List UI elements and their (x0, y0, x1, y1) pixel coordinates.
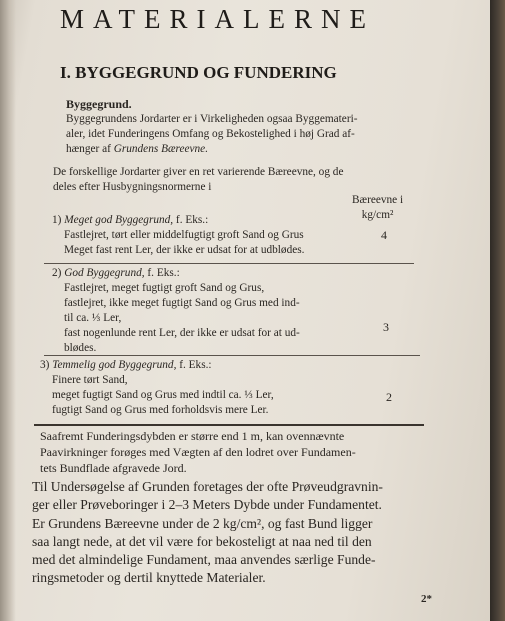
section-heading: I. BYGGEGRUND OG FUNDERING (60, 63, 337, 82)
page-title: MATERIALERNE (60, 4, 375, 34)
note-line: tets Bundflade afgravede Jord. (40, 461, 187, 475)
category-3-rating: 2 (386, 390, 392, 404)
category-line: blødes. (64, 342, 97, 354)
body-paragraph (32, 478, 383, 588)
divider-rule (44, 263, 414, 264)
intro-line: hænger af (66, 143, 114, 155)
table-bottom-rule (34, 424, 424, 426)
page-gutter (0, 0, 16, 621)
column-header-unit: kg/cm² (361, 209, 394, 221)
divider-rule (44, 355, 420, 356)
body-line: med det almindelige Fundament, maa anvendes særlige Funde- (32, 552, 376, 568)
note-line: Paavirkninger forøges med Vægten af den lodret over Fundamen- (40, 445, 356, 459)
book-edge (490, 0, 505, 621)
category-2-rating: 3 (383, 320, 389, 334)
intro-emphasis: Grundens Bæreevne. (113, 143, 209, 155)
category-number: 2) (52, 267, 62, 279)
category-line: til ca. ⅓ Ler, (64, 312, 122, 324)
category-suffix: f. Eks.: (173, 214, 209, 226)
category-line: fastlejret, ikke meget fugtigt Sand og Grus med ind- (64, 297, 300, 309)
foundation-note (40, 428, 356, 476)
intro-line: aler, idet Funderingens Omfang og Bekostelighed i høj Grad af- (66, 128, 355, 140)
category-number: 3) (40, 359, 50, 371)
category-name: Temmelig god Byggegrund, (52, 359, 177, 371)
classes-paragraph (53, 165, 343, 195)
category-name: Meget god Byggegrund, (64, 214, 174, 226)
category-title (40, 358, 274, 373)
column-header-line: Bæreevne i (352, 194, 404, 206)
body-line: Er Grundens Bæreevne under de 2 kg/cm², og fast Bund ligger (32, 515, 373, 531)
category-1-rating: 4 (381, 228, 387, 242)
category-3 (40, 358, 274, 418)
classes-line: deles efter Husbygningsnormerne i (53, 181, 212, 193)
page-number: 2* (421, 593, 432, 605)
note-line: Saafremt Funderingsdybden er større end 1 m, kan ovennævnte (40, 429, 345, 443)
intro-line: Byggegrundens Jordarter er i Virkeligheden ogsaa Byggemateri- (66, 113, 358, 125)
body-line: saa langt nede, at det vil være for bekosteligt at naa ned til den (32, 533, 372, 549)
category-line: fugtigt Sand og Grus med forholdsvis mere Ler. (52, 404, 269, 416)
category-line: meget fugtigt Sand og Grus med indtil ca. ⅓ Ler, (52, 389, 274, 401)
category-line: fast nogenlunde rent Ler, der ikke er udsat for at ud- (64, 327, 300, 339)
category-line: Fastlejret, meget fugtigt groft Sand og Grus, (64, 282, 265, 294)
category-name: God Byggegrund, (64, 267, 145, 279)
category-1 (52, 213, 304, 258)
intro-line-last (66, 142, 358, 157)
category-suffix: f. Eks.: (176, 359, 212, 371)
category-number: 1) (52, 214, 62, 226)
category-line: Fastlejret, tørt eller middelfugtigt groft Sand og Grus (64, 229, 304, 241)
category-title (52, 266, 300, 281)
classes-line: De forskellige Jordarter giver en ret varierende Bæreevne, og de (53, 166, 344, 178)
category-title (52, 213, 304, 228)
category-suffix: f. Eks.: (144, 267, 180, 279)
body-line: ger eller Prøveboringer i 2–3 Meters Dybde under Fundamentet. (32, 497, 382, 513)
body-line: ringsmetoder og dertil knyttede Materialer. (32, 570, 266, 586)
category-2 (52, 266, 300, 356)
body-line: Til Undersøgelse af Grunden foretages der ofte Prøveudgravnin- (32, 479, 383, 494)
category-line: Meget fast rent Ler, der ikke er udsat for at udblødes. (64, 244, 305, 256)
category-line: Finere tørt Sand, (52, 374, 128, 386)
intro-paragraph (66, 112, 358, 157)
subheading: Byggegrund. (66, 97, 132, 111)
column-header (352, 193, 403, 223)
